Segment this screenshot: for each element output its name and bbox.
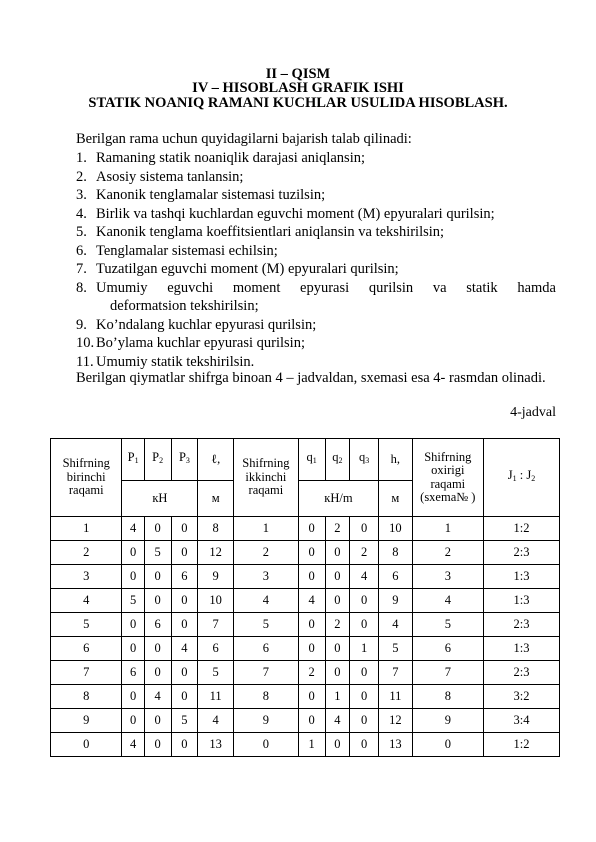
table-cell: 0 (122, 613, 144, 637)
table-cell: 1 (51, 517, 122, 541)
table-cell: 0 (234, 733, 299, 757)
table-cell: 6 (234, 637, 299, 661)
task-item (76, 279, 556, 316)
data-table (50, 438, 560, 757)
table-body (51, 517, 560, 757)
table-cell: 0 (325, 541, 350, 565)
table-cell: 0 (144, 637, 171, 661)
task-number: 3. (76, 187, 87, 203)
table-row (51, 637, 560, 661)
table-cell: 0 (350, 685, 379, 709)
table-cell: 6 (51, 637, 122, 661)
table-cell: 0 (298, 565, 325, 589)
header-q1: $q_1$ (298, 439, 325, 481)
task-text: Tenglamalar sistemasi echilsin; (96, 242, 278, 259)
table-cell: 0 (122, 565, 144, 589)
table-cell: 4 (350, 565, 379, 589)
intro-text: Berilgan rama uchun quyidagilarni bajarish talab qilinadi: (76, 131, 412, 147)
task-number: 9. (76, 316, 87, 333)
table-cell: 1:3 (484, 565, 560, 589)
table-cell: 2 (350, 541, 379, 565)
table-cell: 0 (144, 709, 171, 733)
table-cell: 4 (298, 589, 325, 613)
table-cell: 6 (171, 565, 198, 589)
task-number: 2. (76, 168, 87, 185)
table-cell: 0 (144, 565, 171, 589)
task-text: Birlik va tashqi kuchlardan eguvchi moment (M) epyuralari qurilsin; (96, 205, 495, 222)
table-cell: 0 (350, 733, 379, 757)
table-cell: 5 (51, 613, 122, 637)
table-cell: 1 (234, 517, 299, 541)
task-item (76, 316, 556, 335)
table-cell: 2 (51, 541, 122, 565)
table-cell: 2 (234, 541, 299, 565)
task-text: Asosiy sistema tanlansin; (96, 168, 244, 185)
table-cell: 4 (51, 589, 122, 613)
table-cell: 4 (122, 733, 144, 757)
table-cell: 2 (412, 541, 483, 565)
table-cell: 5 (412, 613, 483, 637)
table-cell: 2:3 (484, 661, 560, 685)
task-item (76, 223, 556, 242)
table-cell: 6 (379, 565, 412, 589)
table-cell: 1 (298, 733, 325, 757)
table-cell: 0 (51, 733, 122, 757)
table-cell: 1:3 (484, 589, 560, 613)
table-cell: 1:2 (484, 733, 560, 757)
task-list (76, 149, 556, 371)
topic-title: STATIK NOANIQ RAMANI KUCHLAR USULIDA HISOBLASH. (88, 95, 508, 111)
task-text: Ramaning statik noaniqlik darajasi aniqlansin; (96, 150, 366, 166)
table-cell: 4 (144, 685, 171, 709)
table-cell: 6 (198, 637, 234, 661)
task-text: Ko’ndalang kuchlar epyurasi qurilsin; (96, 316, 317, 333)
table-cell: 8 (412, 685, 483, 709)
table-cell: 0 (171, 517, 198, 541)
task-item (76, 242, 556, 261)
header-p1: $P_1$ (122, 439, 144, 481)
table-row (51, 589, 560, 613)
table-cell: 3:4 (484, 709, 560, 733)
table-cell: 12 (198, 541, 234, 565)
table-cell: 8 (51, 685, 122, 709)
table-cell: 11 (198, 685, 234, 709)
table-cell: 9 (412, 709, 483, 733)
table-cell: 5 (144, 541, 171, 565)
task-item (76, 334, 556, 353)
task-number: 6. (76, 242, 87, 259)
task-item (76, 260, 556, 279)
task-text: Tuzatilgan eguvchi moment (M) epyuralari qurilsin; (96, 261, 399, 277)
table-cell: 0 (350, 517, 379, 541)
table-cell: 0 (171, 661, 198, 685)
table-cell: 0 (298, 685, 325, 709)
table-cell: 1:3 (484, 637, 560, 661)
header-unit-kn: кН (122, 481, 198, 517)
table-cell: 5 (379, 637, 412, 661)
table-cell: 13 (379, 733, 412, 757)
table-label: 4-jadval (510, 405, 556, 420)
table-cell: 10 (379, 517, 412, 541)
table-cell: 0 (144, 733, 171, 757)
table-row (51, 733, 560, 757)
table-cell: 4 (234, 589, 299, 613)
table-row (51, 565, 560, 589)
task-text: Umumiy statik tekshirilsin. (96, 353, 255, 370)
task-item (76, 186, 556, 205)
table-cell: 2:3 (484, 541, 560, 565)
table-row (51, 517, 560, 541)
header-unit-m-height: м (379, 481, 412, 517)
task-text: Bo’ylama kuchlar epyurasi qurilsin; (96, 335, 305, 351)
table-row (51, 685, 560, 709)
task-number: 8. (76, 279, 87, 296)
table-cell: 0 (122, 685, 144, 709)
table-cell: 0 (171, 733, 198, 757)
table-cell: 8 (234, 685, 299, 709)
task-text: Umumiy eguvchi moment epyurasi qurilsin va statik hamda (96, 279, 556, 296)
table-cell: 7 (379, 661, 412, 685)
task-number: 4. (76, 205, 87, 222)
task-number: 7. (76, 261, 87, 277)
task-item (76, 149, 556, 168)
source-paragraph: Berilgan qiymatlar shifrga binoan 4 – jadvaldan, sxemasi esa 4- rasmdan olinadi. (76, 370, 546, 386)
table-cell: 5 (198, 661, 234, 685)
table-cell: 4 (198, 709, 234, 733)
table-cell: 0 (325, 565, 350, 589)
table-cell: 0 (325, 733, 350, 757)
table-cell: 9 (198, 565, 234, 589)
table-cell: 2 (298, 661, 325, 685)
table-cell: 4 (379, 613, 412, 637)
table-cell: 0 (122, 709, 144, 733)
table-cell: 0 (144, 661, 171, 685)
table-cell: 5 (234, 613, 299, 637)
table-cell: 0 (298, 541, 325, 565)
table-cell: 1 (350, 637, 379, 661)
table-cell: 11 (379, 685, 412, 709)
header-length: ℓ, (198, 439, 234, 481)
table-cell: 0 (144, 517, 171, 541)
table-cell: 5 (171, 709, 198, 733)
task-number: 1. (76, 150, 87, 166)
table-cell: 3 (412, 565, 483, 589)
table-cell: 2 (325, 517, 350, 541)
table-cell: 7 (198, 613, 234, 637)
header-first-digit: Shifrning birinchi raqami (51, 439, 122, 517)
table-cell: 0 (171, 685, 198, 709)
header-second-digit: Shifrning ikkinchi raqami (234, 439, 299, 517)
table-cell: 3 (234, 565, 299, 589)
table-cell: 0 (122, 637, 144, 661)
table-cell: 4 (412, 589, 483, 613)
task-text: Kanonik tenglama koeffitsientlari aniqlansin va tekshirilsin; (96, 224, 445, 240)
table-cell: 6 (122, 661, 144, 685)
table-cell: 0 (325, 637, 350, 661)
task-text-continued: deformatsion tekshirilsin; (110, 298, 259, 314)
table-row (51, 709, 560, 733)
table-cell: 0 (350, 709, 379, 733)
table-cell: 4 (122, 517, 144, 541)
table-cell: 0 (171, 589, 198, 613)
table-cell: 0 (171, 541, 198, 565)
table-cell: 7 (51, 661, 122, 685)
table-cell: 10 (198, 589, 234, 613)
table-cell: 0 (350, 661, 379, 685)
table-cell: 0 (412, 733, 483, 757)
task-item (76, 353, 556, 372)
header-q3: $q_3$ (350, 439, 379, 481)
table-cell: 0 (350, 589, 379, 613)
header-third-digit: Shifrning oxirigi raqami (sxema№ ) (412, 439, 483, 517)
table-cell: 0 (171, 613, 198, 637)
table-cell: 1 (412, 517, 483, 541)
table-cell: 0 (122, 541, 144, 565)
table-row (51, 541, 560, 565)
table-cell: 5 (122, 589, 144, 613)
table-cell: 1:2 (484, 517, 560, 541)
table-cell: 4 (171, 637, 198, 661)
part-title: II – QISM (265, 66, 331, 82)
task-text: Kanonik tenglamalar sistemasi tuzilsin; (96, 187, 326, 203)
table-cell: 6 (144, 613, 171, 637)
table-cell: 9 (379, 589, 412, 613)
table-cell: 7 (234, 661, 299, 685)
table-cell: 9 (51, 709, 122, 733)
table-cell: 0 (298, 613, 325, 637)
task-item (76, 168, 556, 187)
task-number: 11. (76, 353, 94, 370)
table-cell: 0 (298, 637, 325, 661)
table-cell: 7 (412, 661, 483, 685)
table-cell: 9 (234, 709, 299, 733)
table-cell: 1 (325, 685, 350, 709)
header-p3: $P_3$ (171, 439, 198, 481)
table-cell: 3:2 (484, 685, 560, 709)
table-cell: 0 (325, 589, 350, 613)
table-cell: 13 (198, 733, 234, 757)
table-cell: 12 (379, 709, 412, 733)
table-cell: 0 (350, 613, 379, 637)
work-title: IV – HISOBLASH GRAFIK ISHI (192, 80, 404, 96)
task-item (76, 205, 556, 224)
table-cell: 2:3 (484, 613, 560, 637)
table-cell: 6 (412, 637, 483, 661)
table-cell: 8 (379, 541, 412, 565)
header-stiffness-ratio: $J_1$ : $J_2$ (484, 439, 560, 517)
table-cell: 0 (298, 517, 325, 541)
table-cell: 0 (298, 709, 325, 733)
table-cell: 2 (325, 613, 350, 637)
table-cell: 8 (198, 517, 234, 541)
table-cell: 0 (325, 661, 350, 685)
header-height: h, (379, 439, 412, 481)
task-number: 5. (76, 224, 87, 240)
header-p2: $P_2$ (144, 439, 171, 481)
table-cell: 3 (51, 565, 122, 589)
table-cell: 0 (144, 589, 171, 613)
header-unit-m-length: м (198, 481, 234, 517)
table-row (51, 613, 560, 637)
table-cell: 4 (325, 709, 350, 733)
header-unit-knm: кН/m (298, 481, 378, 517)
header-q2: $q_2$ (325, 439, 350, 481)
task-number: 10. (76, 335, 95, 351)
table-row (51, 661, 560, 685)
